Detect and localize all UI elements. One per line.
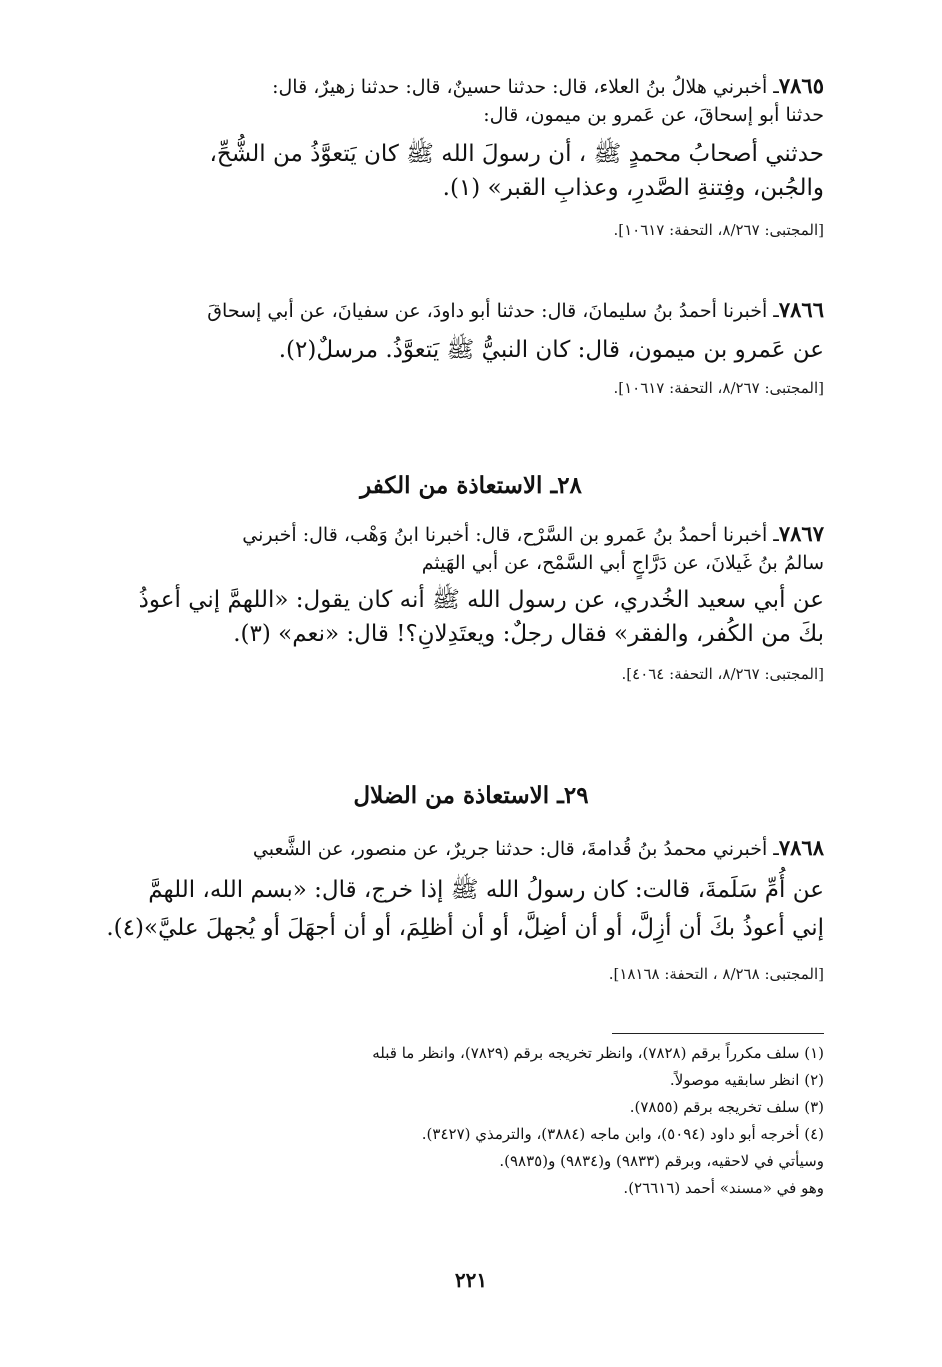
hadith-isnad-line: ٧٨٦٧ـ أخبرنا أحمدُ بنُ عَمرو بن السَّرْح، قال: أخبرنا ابنُ وَهْب، قال: أخبرني [242,521,824,546]
hadith-text-line: ٧٨٦٦ـ أخبرنا أحمدُ بنُ سليمانَ، قال: حدثنا أبو داودَ، عن سفيانَ، عن أبي إسحاقَ [207,297,824,322]
hadith-matn-line: بكَ من الكُفر، والفقر» فقال رجلٌ: ويعتَدِلانِ؟! قال: «نعم» (٣). [233,621,824,647]
reference-note: [المجتبى: ٨/٢٦٧، التحفة: ٤٠٦٤]. [621,665,824,683]
hadith-7867 [124,520,824,685]
hadith-number: ٧٨٦٧ [778,521,824,546]
hadith-7865 [124,72,824,241]
hadith-matn-line: عن أُمِّ سَلَمةَ، قالت: كان رسولُ الله ﷺ إذا خرج، قال: «بسم الله، اللهمَّ [148,877,824,903]
footnote-line: وهو في «مسند» أحمد (٢٦٦١٦). [623,1179,824,1197]
reference-note: [المجتبى: ٨/٢٦٨ ، التحفة: ١٨١٦٨]. [608,965,824,983]
footnote-line: وسيأتي في لاحقيه، وبرقم (٩٨٣٣) و(٩٨٣٤) و(٩٨٣٥). [499,1152,824,1170]
footnote-line: (٤) أخرجه أبو داود (٥٠٩٤)، وابن ماجه (٣٨٨٤)، والترمذي (٣٤٢٧). [421,1125,824,1143]
hadith-number: ٧٨٦٥ [778,73,824,98]
footnote-line: (٢) انظر سابقيه موصولاً. [669,1071,824,1089]
hadith-number: ٧٨٦٨ [778,835,824,860]
hadith-isnad-line: ٧٨٦٥ـ أخبرني هلالُ بنُ العلاء، قال: حدثنا حسينٌ، قال: حدثنا زهيرٌ، قال: [272,73,824,98]
hadith-matn-line: إني أعوذُ بكَ أن أزِلَّ، أو أن أضِلَّ، أو أن أظلِمَ، أو أن أجهَلَ أو يُجهلَ عليَّ»(٤). [106,915,824,941]
hadith-text-line: عن عَمرو بن ميمون، قال: كان النبيُّ ﷺ يَتعوَّذُ. مرسلٌ(٢). [278,337,824,363]
footnotes [204,1040,824,1202]
hadith-isnad-line: حدثنا أبو إسحاقَ، عن عَمرو بن ميمون، قال: [483,104,824,126]
hadith-7866 [124,296,824,399]
footnote-line: (٣) سلف تخريجه برقم (٧٨٥٥). [629,1098,824,1116]
section-heading: ٢٩ـ الاستعاذة من الضلال [353,782,589,809]
hadith-isnad-line: ٧٨٦٨ـ أخبرني محمدُ بنُ قُدامةَ، قال: حدثنا جريرٌ، عن منصور، عن الشَّعبي [252,835,824,860]
footnote-line: (١) سلف مكرراً برقم (٧٨٢٨)، وانظر تخريجه برقم (٧٨٢٩)، وانظر ما قبله [372,1044,824,1062]
hadith-matn-line: والجُبن، وفِتنةِ الصَّدرِ، وعذابِ القبر» (١). [442,175,824,201]
section-heading: ٢٨ـ الاستعاذة من الكفر [360,472,582,499]
hadith-number: ٧٨٦٦ [778,297,824,322]
hadith-isnad-line: سالمُ بنُ غَيلانَ، عن دَرَّاجٍ أبي السَّمْح، عن أبي الهَيثم [421,552,824,574]
footnote-separator [612,1033,824,1034]
reference-note: [المجتبى: ٨/٢٦٧، التحفة: ١٠٦١٧]. [613,221,824,239]
page-number: ٢٢١ [454,1268,488,1292]
hadith-matn-line: عن أبي سعيد الخُدري، عن رسول الله ﷺ أنه كان يقول: «اللهمَّ إني أعوذُ [138,587,824,613]
reference-note: [المجتبى: ٨/٢٦٧، التحفة: ١٠٦١٧]. [613,379,824,397]
hadith-matn-line: حدثني أصحابُ محمدٍ ﷺ ، أن رسولَ الله ﷺ كان يَتعوَّذُ من الشُّحِّ، [209,141,824,167]
hadith-7868 [106,834,824,985]
